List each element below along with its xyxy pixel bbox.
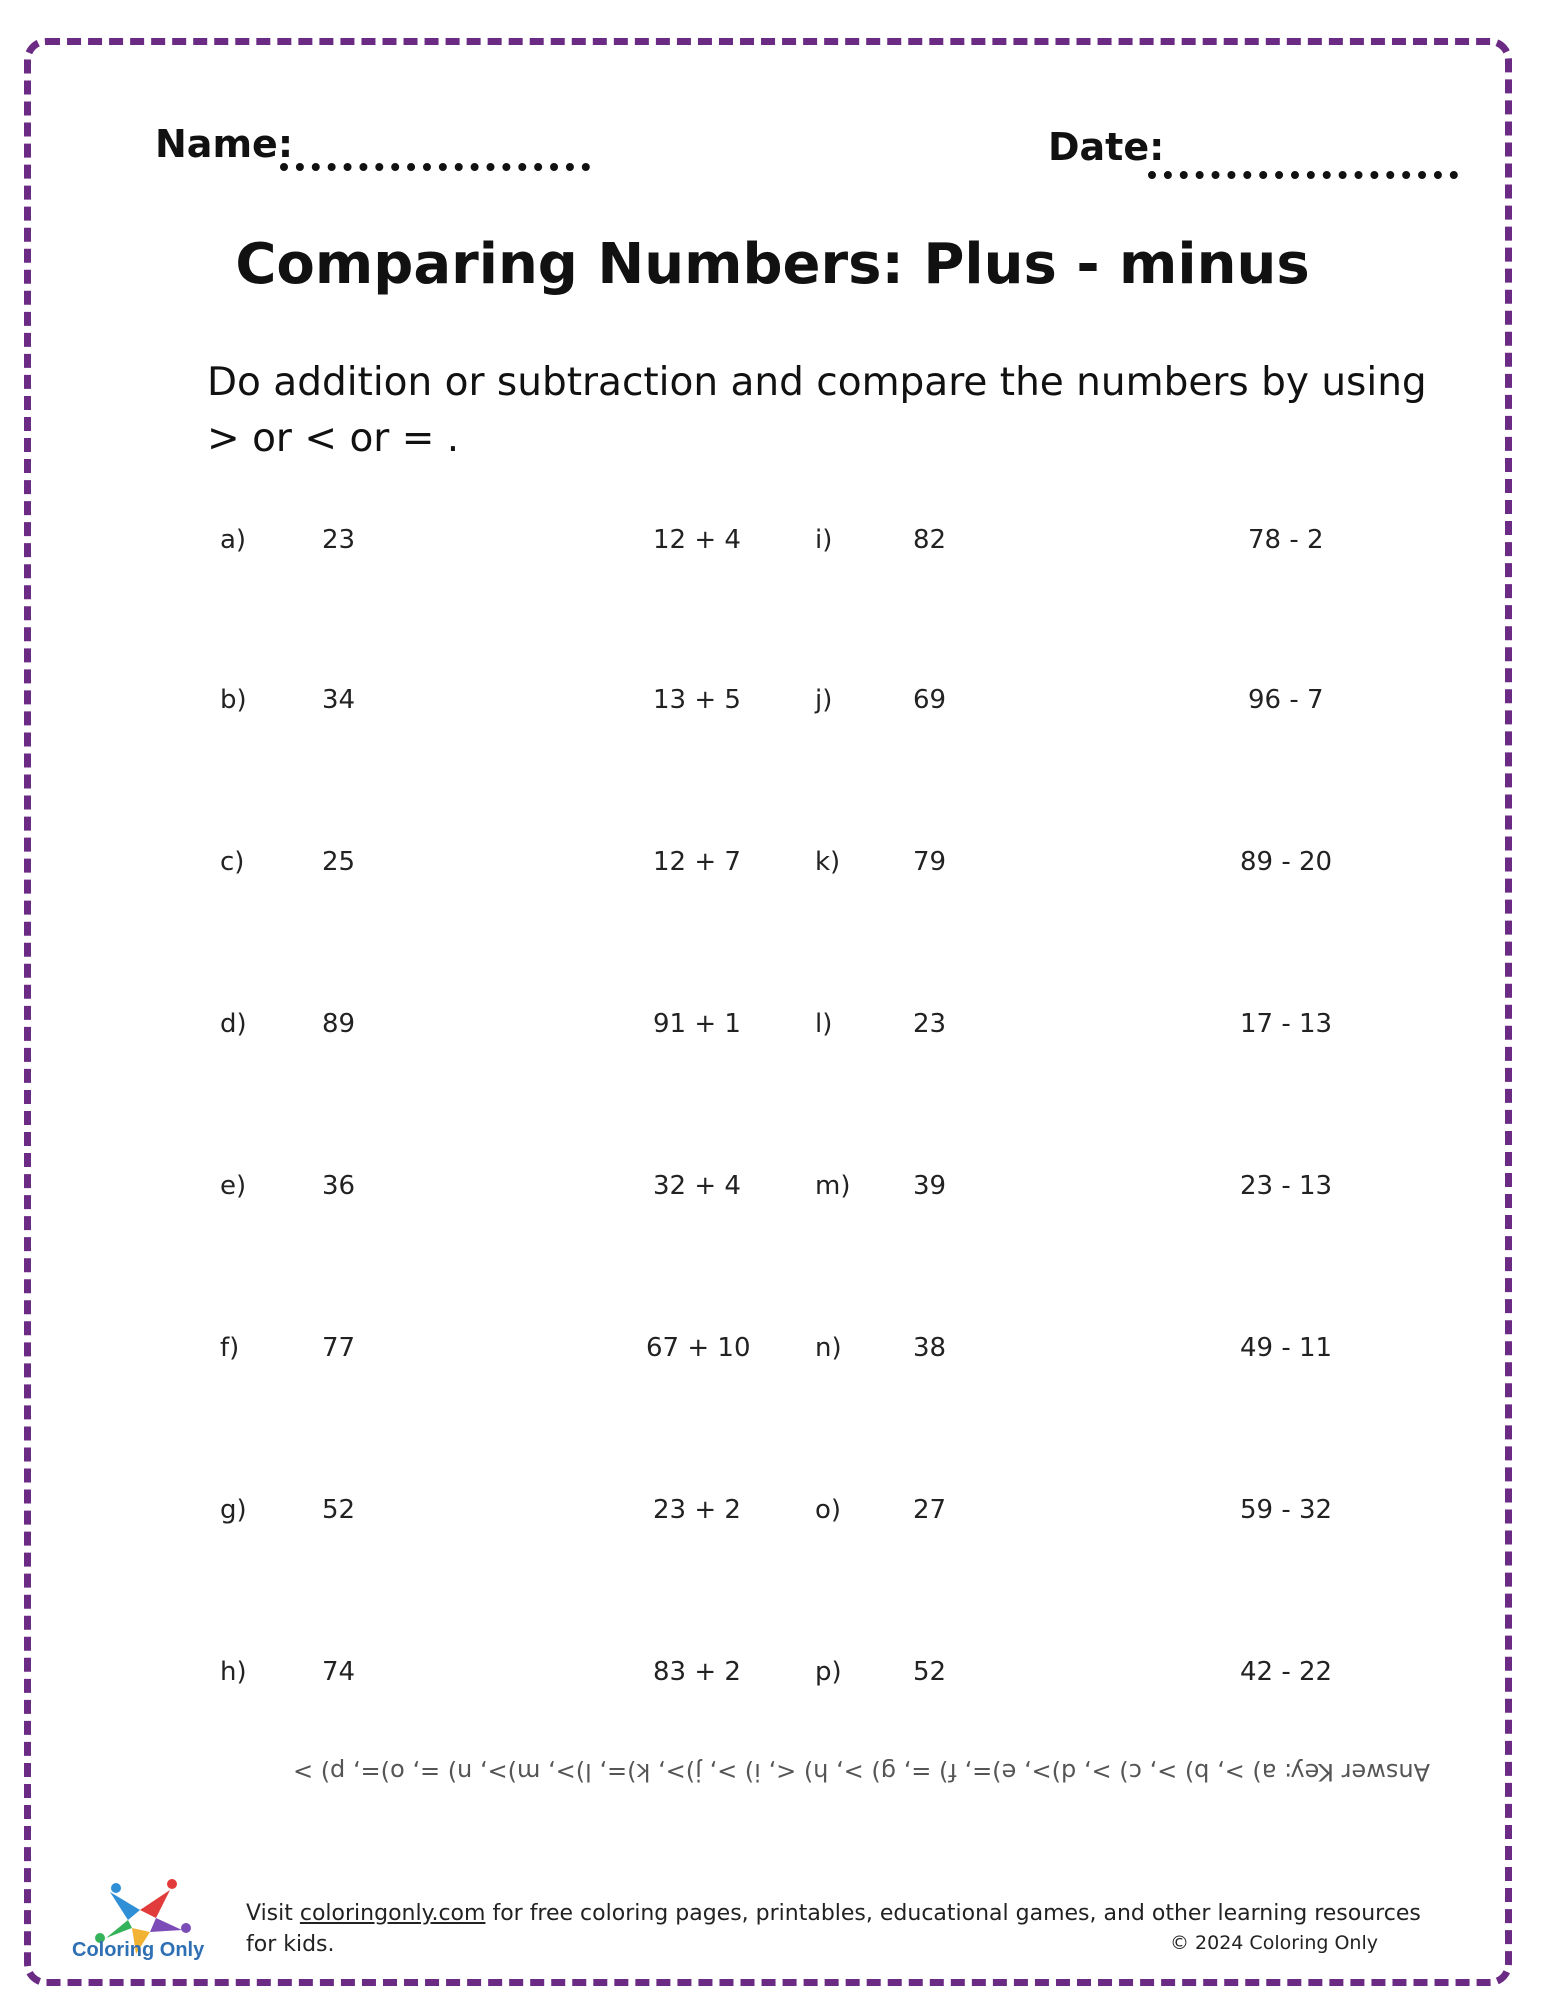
problem-number: 36 [322, 1171, 356, 1201]
problem-number: 38 [913, 1333, 947, 1363]
problem-expression: 23 + 2 [653, 1495, 741, 1525]
instructions: Do addition or subtraction and compare the numbers by using > or < or = . [207, 360, 1427, 461]
problem-label: l) [815, 1009, 833, 1039]
date-write-line [1148, 171, 1458, 179]
problem-expression: 23 - 13 [1240, 1171, 1333, 1201]
name-label: Name: [155, 122, 294, 166]
problem-label: e) [220, 1171, 247, 1201]
problem-label: f) [220, 1333, 240, 1363]
problem-expression: 17 - 13 [1240, 1009, 1333, 1039]
problem-label: i) [815, 525, 833, 555]
problem-number: 82 [913, 525, 947, 555]
problem-label: p) [815, 1657, 842, 1687]
problem-label: g) [220, 1495, 247, 1525]
name-write-line [280, 163, 590, 171]
date-label: Date: [1048, 125, 1165, 169]
problem-label: h) [220, 1657, 247, 1687]
problem-expression: 49 - 11 [1240, 1333, 1333, 1363]
problem-expression: 83 + 2 [653, 1657, 741, 1687]
problem-expression: 12 + 7 [653, 847, 741, 877]
problem-expression: 12 + 4 [653, 525, 741, 555]
page-title: Comparing Numbers: Plus - minus [235, 232, 1310, 297]
problem-expression: 78 - 2 [1248, 525, 1324, 555]
problem-label: b) [220, 685, 247, 715]
problem-number: 23 [913, 1009, 947, 1039]
problem-number: 74 [322, 1657, 356, 1687]
problem-number: 52 [322, 1495, 356, 1525]
problem-label: a) [220, 525, 247, 555]
problem-label: m) [815, 1171, 851, 1201]
problem-expression: 91 + 1 [653, 1009, 741, 1039]
problem-expression: 89 - 20 [1240, 847, 1333, 877]
logo-text: Coloring Only [72, 1939, 205, 1961]
problem-number: 77 [322, 1333, 356, 1363]
problem-label: k) [815, 847, 841, 877]
problem-label: d) [220, 1009, 247, 1039]
problem-number: 89 [322, 1009, 356, 1039]
problem-number: 34 [322, 685, 356, 715]
problem-expression: 96 - 7 [1248, 685, 1324, 715]
problem-expression: 32 + 4 [653, 1171, 741, 1201]
problem-label: c) [220, 847, 245, 877]
problem-number: 79 [913, 847, 947, 877]
problem-expression: 13 + 5 [653, 685, 741, 715]
problem-label: j) [815, 685, 833, 715]
problem-number: 23 [322, 525, 356, 555]
problem-number: 69 [913, 685, 947, 715]
problem-expression: 42 - 22 [1240, 1657, 1333, 1687]
problem-expression: 59 - 32 [1240, 1495, 1333, 1525]
problem-label: n) [815, 1333, 842, 1363]
copyright: © 2024 Coloring Only [1170, 1932, 1378, 1954]
coloringonly-link[interactable]: coloringonly.com [299, 1901, 486, 1926]
problem-number: 27 [913, 1495, 947, 1525]
problem-number: 52 [913, 1657, 947, 1687]
problem-number: 25 [322, 847, 356, 877]
problem-label: o) [815, 1495, 842, 1525]
answer-key-upside-down: Answer Key: a) >, b) >, c) >, d)>, e)=, f) =, g) >, h) <, i) >, j)>, k)=, l)>, m)>, n) =, o)=, p) > [292, 1758, 1430, 1786]
problem-number: 39 [913, 1171, 947, 1201]
footer-visit: Visit [246, 1901, 300, 1926]
problem-expression: 67 + 10 [646, 1333, 751, 1363]
footer-rest: for free coloring pages, printables, educational games, and other learning resources for kids. [246, 1901, 1421, 1957]
